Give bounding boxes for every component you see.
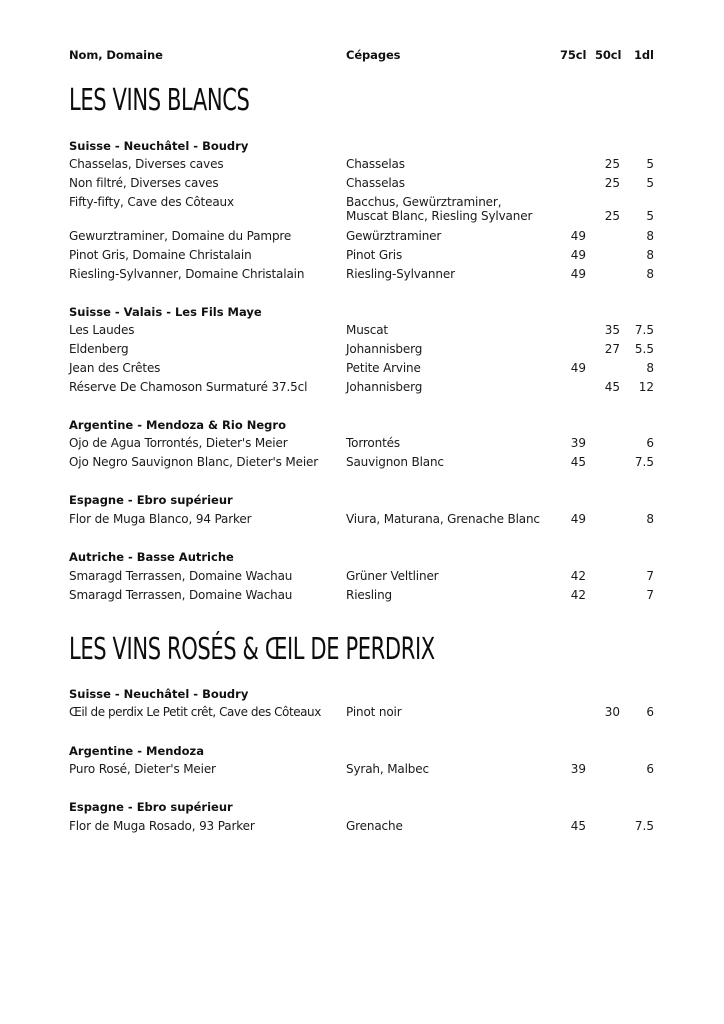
wine-name: Jean des Crêtes xyxy=(69,361,161,375)
wine-name: Eldenberg xyxy=(69,342,129,356)
price-75cl: 45 xyxy=(570,819,586,833)
price-75cl: 42 xyxy=(570,569,586,583)
price-1dl: 8 xyxy=(646,248,654,262)
price-75cl: 39 xyxy=(570,762,586,776)
region-heading: Suisse - Neuchâtel - Boudry xyxy=(69,139,249,153)
wine-name: Smaragd Terrassen, Domaine Wachau xyxy=(69,569,293,583)
wine-name: Pinot Gris, Domaine Christalain xyxy=(69,248,252,262)
price-50cl: 25 xyxy=(604,157,620,171)
wine-cepages: Johannisberg xyxy=(346,380,423,394)
wine-cepages: Bacchus, Gewürztraminer, xyxy=(346,195,502,209)
column-header-1dl: 1dl xyxy=(634,48,654,62)
price-75cl: 49 xyxy=(570,361,586,375)
price-75cl: 49 xyxy=(570,248,586,262)
wine-cepages: Muscat xyxy=(346,323,388,337)
column-header-50cl: 50cl xyxy=(595,48,622,62)
wine-name: Puro Rosé, Dieter's Meier xyxy=(69,762,216,776)
wine-cepages: Pinot Gris xyxy=(346,248,403,262)
region-heading: Suisse - Neuchâtel - Boudry xyxy=(69,687,249,701)
price-1dl: 7 xyxy=(646,588,654,602)
wine-cepages: Torrontés xyxy=(346,436,400,450)
price-1dl: 7.5 xyxy=(634,323,654,337)
section-title-vins-roses: LES VINS ROSÉS & ŒIL DE PERDRIX xyxy=(69,632,435,667)
wine-cepages: Grenache xyxy=(346,819,403,833)
region-heading: Espagne - Ebro supérieur xyxy=(69,493,233,507)
price-50cl: 30 xyxy=(604,705,620,719)
wine-cepages: Chasselas xyxy=(346,176,405,190)
price-1dl: 8 xyxy=(646,229,654,243)
price-50cl: 27 xyxy=(604,342,620,356)
wine-cepages: Johannisberg xyxy=(346,342,423,356)
wine-cepages: Riesling-Sylvanner xyxy=(346,267,455,281)
price-75cl: 39 xyxy=(570,436,586,450)
wine-cepages: Gewürztraminer xyxy=(346,229,442,243)
price-1dl: 5 xyxy=(646,176,654,190)
wine-cepages: Syrah, Malbec xyxy=(346,762,429,776)
price-50cl: 45 xyxy=(604,380,620,394)
wine-name: Flor de Muga Rosado, 93 Parker xyxy=(69,819,255,833)
column-header-75cl: 75cl xyxy=(560,48,587,62)
price-1dl: 5.5 xyxy=(634,342,654,356)
price-1dl: 7 xyxy=(646,569,654,583)
wine-name: Réserve De Chamoson Surmaturé 37.5cl xyxy=(69,380,308,394)
column-header-cepages: Cépages xyxy=(346,48,401,62)
price-1dl: 8 xyxy=(646,267,654,281)
wine-cepages: Chasselas xyxy=(346,157,405,171)
region-heading: Argentine - Mendoza & Rio Negro xyxy=(69,418,286,432)
wine-cepages: Viura, Maturana, Grenache Blanc xyxy=(346,512,540,526)
region-heading: Argentine - Mendoza xyxy=(69,744,205,758)
price-1dl: 5 xyxy=(646,157,654,171)
wine-name: Riesling-Sylvanner, Domaine Christalain xyxy=(69,267,305,281)
price-50cl: 25 xyxy=(604,176,620,190)
wine-name: Gewurztraminer, Domaine du Pampre xyxy=(69,229,292,243)
region-heading: Espagne - Ebro supérieur xyxy=(69,800,233,814)
region-heading: Autriche - Basse Autriche xyxy=(69,550,234,564)
wine-cepages: Pinot noir xyxy=(346,705,402,719)
price-1dl: 6 xyxy=(646,436,654,450)
price-50cl: 35 xyxy=(604,323,620,337)
wine-name: Ojo de Agua Torrontés, Dieter's Meier xyxy=(69,436,288,450)
wine-name: Les Laudes xyxy=(69,323,135,337)
wine-name: Non filtré, Diverses caves xyxy=(69,176,219,190)
price-50cl: 25 xyxy=(604,209,620,223)
price-75cl: 49 xyxy=(570,267,586,281)
wine-name: Flor de Muga Blanco, 94 Parker xyxy=(69,512,252,526)
wine-cepages: Sauvignon Blanc xyxy=(346,455,444,469)
price-75cl: 45 xyxy=(570,455,586,469)
wine-cepages-line2: Muscat Blanc, Riesling Sylvaner xyxy=(346,209,533,223)
price-1dl: 12 xyxy=(638,380,654,394)
price-75cl: 42 xyxy=(570,588,586,602)
region-heading: Suisse - Valais - Les Fils Maye xyxy=(69,305,262,319)
wine-name: Fifty-fifty, Cave des Côteaux xyxy=(69,195,234,209)
column-header-name: Nom, Domaine xyxy=(69,48,163,62)
price-75cl: 49 xyxy=(570,229,586,243)
wine-name: Œil de perdix Le Petit crêt, Cave des Côteaux xyxy=(69,705,321,719)
price-1dl: 7.5 xyxy=(634,455,654,469)
price-1dl: 6 xyxy=(646,762,654,776)
wine-cepages: Riesling xyxy=(346,588,392,602)
wine-name: Ojo Negro Sauvignon Blanc, Dieter's Meier xyxy=(69,455,319,469)
wine-cepages: Grüner Veltliner xyxy=(346,569,439,583)
section-title-vins-blancs: LES VINS BLANCS xyxy=(69,83,250,118)
price-1dl: 5 xyxy=(646,209,654,223)
price-1dl: 7.5 xyxy=(634,819,654,833)
price-75cl: 49 xyxy=(570,512,586,526)
wine-cepages: Petite Arvine xyxy=(346,361,421,375)
price-1dl: 6 xyxy=(646,705,654,719)
price-1dl: 8 xyxy=(646,512,654,526)
price-1dl: 8 xyxy=(646,361,654,375)
wine-name: Smaragd Terrassen, Domaine Wachau xyxy=(69,588,293,602)
wine-name: Chasselas, Diverses caves xyxy=(69,157,224,171)
